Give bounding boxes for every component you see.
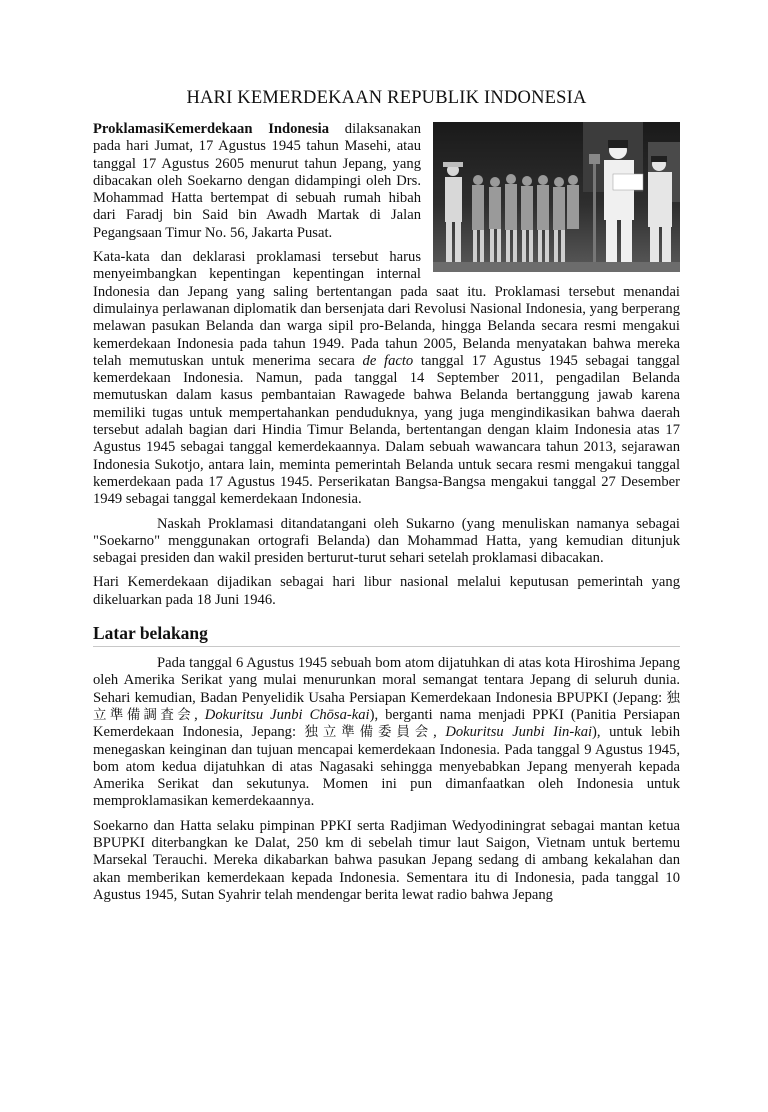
ppki-japanese-name: 独立準備委員会 (304, 724, 434, 741)
background-text-d: , (433, 724, 446, 741)
background-text-a: Pada tanggal 6 Agustus 1945 sebuah bom atom dijatuhkan di atas kota Hiroshima Jepang oleh Amerika Serikat yang mulai menurunkan moral semangat tentara Jepang di seluruh dunia. Sehari kemudian, Badan Penyelidik Usaha Persiapan Kemerdekaan Indonesia BPUPKI (Jepang: (93, 655, 680, 706)
de-facto-term: de facto (362, 352, 414, 369)
bpupki-romaji: Dokuritsu Junbi Chōsa-kai (204, 706, 370, 723)
proclamation-text-b: tanggal 17 Agustus 1945 sebagai tanggal kemerdekaan Indonesia. Namun, pada tanggal 14 September 2011, pengadilan Belanda memutuskan dalam kasus pembantaian Rawagede bahwa Belanda bertanggung jawab karena memiliki tugas untuk mempertahankan penduduknya, yang juga mengindikasikan bahwa daerah tersebut adalah bagian dari Hindia Timur Belanda, bertentangan dengan klaim Indonesia atas 17 Agustus 1945 sebagai tanggal kemerdekaannya. Dalam sebuah wawancara tahun 2013, sejarawan Indonesia Sukotjo, antara lain, meminta pemerintah Belanda untuk secara resmi mengakui tanggal kemerdekaan pada 17 Agustus 1945. Perserikatan Bangsa-Bangsa mengakui tanggal 27 Desember 1949 sebagai tanggal kemerdekaan Indonesia. (93, 352, 680, 508)
proclamation-text-a: Kata-kata dan deklarasi proklamasi tersebut harus menyeimbangkan kepentingan kepentingan internal Indonesia dan Jepang yang saling bertentangan pada saat itu. Proklamasi tersebut menandai dimulainya perlawanan diplomatik dan bersenjata dari Revolusi Nasional Indonesia, yang berperang melawan pasukan Belanda dan warga sipil pro-Belanda, hingga Belanda secara resmi mengakui kemerdekaan Indonesia pada tahun 1949. Pada tahun 2005, Belanda menyatakan bahwa mereka telah memutuskan untuk menerima secara (93, 249, 680, 369)
background-paragraph (93, 655, 680, 811)
page-title: HARI KEMERDEKAAN REPUBLIK INDONESIA (186, 88, 587, 108)
ppki-romaji: Dokuritsu Junbi Iin-kai (445, 724, 593, 741)
signing-paragraph: Naskah Proklamasi ditandatangani oleh Sukarno (yang menuliskan namanya sebagai "Soekarno" menggunakan ortografi Belanda) dan Mohammad Hatta, yang kemudian ditunjuk sebagai presiden dan wakil presiden berturut-turut sehari setelah proklamasi dibacakan. (93, 515, 680, 567)
document-page (0, 88, 768, 1112)
holiday-paragraph: Hari Kemerdekaan dijadikan sebagai hari libur nasional melalui keputusan pemerintah yang dikeluarkan pada 18 Juni 1946. (93, 574, 680, 608)
bpupki-japanese-name: 独立準備調査会 (93, 689, 680, 723)
background-text-c: ), berganti nama menjadi PPKI (Panitia Persiapan Kemerdekaan Indonesia, Jepang: (93, 706, 681, 741)
intro-lead: ProklamasiKemerdekaan Indonesia (93, 121, 330, 137)
dalat-paragraph: Soekarno dan Hatta selaku pimpinan PPKI serta Radjiman Wedyodiningrat sebagai mantan ketua BPUPKI diterbangkan ke Dalat, 250 km di sebelah timur laut Saigon, Vietnam untuk bertemu Marsekal Terauchi. Mereka dikabarkan bahwa pasukan Jepang sedang di ambang kekalahan dan akan memberikan kemerdekaan kepada Indonesia. Sementara itu di Indonesia, pada tanggal 10 Agustus 1945, Sutan Syahrir telah mendengar berita lewat radio bahwa Jepang (93, 817, 680, 903)
proclamation-photo (433, 122, 680, 272)
background-text-b: , (194, 706, 205, 723)
proclamation-paragraph (93, 249, 680, 508)
intro-text: dilaksanakan pada hari Jumat, 17 Agustus 1945 tahun Masehi, atau tanggal 17 Agustus 2605 menurut tahun Jepang, yang dibacakan oleh Soekarno dengan didampingi oleh Drs. Mohammad Hatta bertempat di sebuah rumah hibah dari Faradj bin Said bin Awadh Martak di Jalan Pegangsaan Timur No. 56, Jakarta Pusat. (93, 121, 421, 241)
background-text-e: ), untuk lebih menegaskan keinginan dan tujuan mencapai kemerdekaan Indonesia. Pada tanggal 9 Agustus 1945, bom atom kedua dijatuhkan di atas Nagasaki sehingga menyebabkan Jepang menyerah kepada Amerika Serikat dan sekutunya. Momen ini pun dimanfaatkan oleh Indonesia untuk memproklamasikan kemerdekaannya. (93, 724, 681, 810)
section-heading-latar-belakang: Latar belakang (93, 623, 680, 647)
